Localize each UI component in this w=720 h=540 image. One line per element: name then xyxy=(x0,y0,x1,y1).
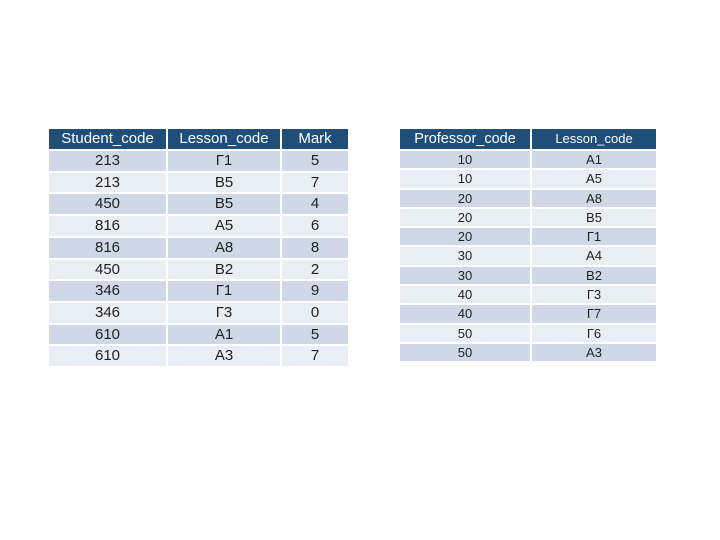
cell-professor-code: 10 xyxy=(400,170,530,187)
student-marks-table xyxy=(47,127,350,368)
cell-professor-code: 40 xyxy=(400,286,530,303)
table-row xyxy=(400,151,656,168)
table-row xyxy=(400,247,656,264)
cell-lesson-code: А4 xyxy=(532,247,656,264)
cell-lesson-code: А5 xyxy=(168,216,280,236)
cell-professor-code: 20 xyxy=(400,190,530,207)
cell-student-code: 213 xyxy=(49,173,166,193)
cell-mark: 0 xyxy=(282,303,348,323)
cell-lesson-code: А8 xyxy=(532,190,656,207)
header-mark: Mark xyxy=(282,129,348,149)
cell-lesson-code: А3 xyxy=(168,346,280,366)
cell-lesson-code: А3 xyxy=(532,344,656,361)
cell-professor-code: 30 xyxy=(400,247,530,264)
table-row xyxy=(49,346,348,366)
table-row xyxy=(400,170,656,187)
header-lesson-code: Lesson_code xyxy=(532,129,656,149)
cell-lesson-code: Г1 xyxy=(168,281,280,301)
header-lesson-code: Lesson_code xyxy=(168,129,280,149)
cell-student-code: 816 xyxy=(49,216,166,236)
cell-mark: 9 xyxy=(282,281,348,301)
table-row xyxy=(49,303,348,323)
table-row xyxy=(400,209,656,226)
table-row xyxy=(49,281,348,301)
cell-professor-code: 40 xyxy=(400,305,530,322)
table-row xyxy=(400,286,656,303)
cell-student-code: 213 xyxy=(49,151,166,171)
cell-student-code: 610 xyxy=(49,346,166,366)
cell-lesson-code: А5 xyxy=(532,170,656,187)
table-row xyxy=(49,325,348,345)
table-row xyxy=(400,228,656,245)
cell-student-code: 610 xyxy=(49,325,166,345)
table-row xyxy=(400,344,656,361)
cell-lesson-code: В2 xyxy=(532,267,656,284)
table-row xyxy=(49,216,348,236)
cell-student-code: 816 xyxy=(49,238,166,258)
table-row xyxy=(49,151,348,171)
cell-lesson-code: Г6 xyxy=(532,325,656,342)
cell-professor-code: 20 xyxy=(400,209,530,226)
student-marks-body xyxy=(49,151,348,366)
cell-lesson-code: Г1 xyxy=(168,151,280,171)
cell-professor-code: 30 xyxy=(400,267,530,284)
table-row xyxy=(49,238,348,258)
cell-mark: 4 xyxy=(282,194,348,214)
cell-lesson-code: В5 xyxy=(168,173,280,193)
cell-lesson-code: А8 xyxy=(168,238,280,258)
header-professor-code: Professor_code xyxy=(400,129,530,149)
table-row xyxy=(400,190,656,207)
cell-lesson-code: Г3 xyxy=(532,286,656,303)
table-row xyxy=(400,325,656,342)
cell-professor-code: 10 xyxy=(400,151,530,168)
cell-lesson-code: В5 xyxy=(168,194,280,214)
header-student-code: Student_code xyxy=(49,129,166,149)
cell-mark: 6 xyxy=(282,216,348,236)
cell-lesson-code: Г1 xyxy=(532,228,656,245)
cell-student-code: 450 xyxy=(49,194,166,214)
cell-lesson-code: А1 xyxy=(532,151,656,168)
cell-mark: 5 xyxy=(282,151,348,171)
table-row xyxy=(49,194,348,214)
cell-mark: 8 xyxy=(282,238,348,258)
cell-lesson-code: Г3 xyxy=(168,303,280,323)
cell-student-code: 450 xyxy=(49,260,166,280)
cell-professor-code: 50 xyxy=(400,344,530,361)
table-row xyxy=(400,305,656,322)
cell-mark: 7 xyxy=(282,346,348,366)
table-row xyxy=(400,267,656,284)
cell-lesson-code: В2 xyxy=(168,260,280,280)
cell-mark: 5 xyxy=(282,325,348,345)
table-header-row xyxy=(49,129,348,149)
professor-lessons-table xyxy=(398,127,658,363)
cell-student-code: 346 xyxy=(49,303,166,323)
table-header-row xyxy=(400,129,656,149)
table-row xyxy=(49,260,348,280)
cell-student-code: 346 xyxy=(49,281,166,301)
professor-lessons-body xyxy=(400,151,656,361)
cell-lesson-code: А1 xyxy=(168,325,280,345)
cell-professor-code: 50 xyxy=(400,325,530,342)
cell-lesson-code: Г7 xyxy=(532,305,656,322)
cell-mark: 2 xyxy=(282,260,348,280)
cell-professor-code: 20 xyxy=(400,228,530,245)
table-row xyxy=(49,173,348,193)
cell-lesson-code: В5 xyxy=(532,209,656,226)
cell-mark: 7 xyxy=(282,173,348,193)
